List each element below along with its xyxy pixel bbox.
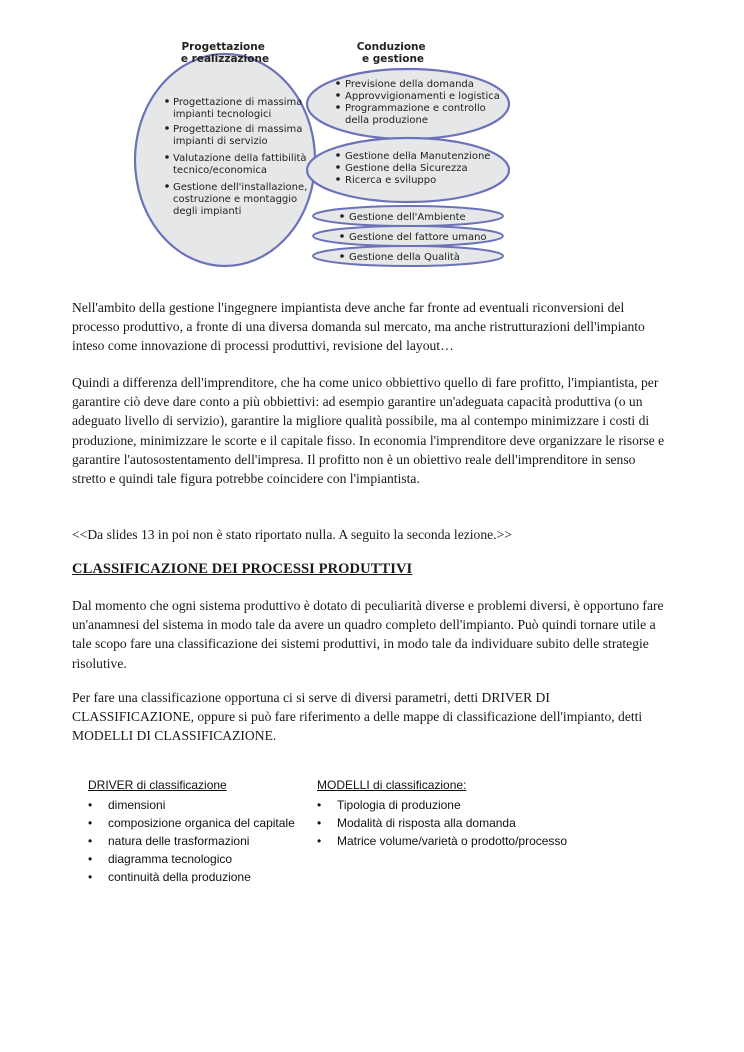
paragraph-gestione: Nell'ambito della gestione l'ingegnere impiantista deve anche far fronte ad eventuali riconversioni del processo produttivo, a fronte di una diversa domanda sul mercato, ma anche ristrutturazioni dell'impianto inteso come innovazione di processi produttivi, revisione del layout… [72, 300, 645, 354]
modelli-list [317, 777, 567, 850]
right-title [357, 41, 430, 65]
right-title-line-1: Conduzione [356, 41, 426, 53]
modelli-title-row [317, 777, 567, 793]
right-small-item: Gestione dell'Ambiente [349, 212, 466, 223]
left-item: Valutazione della fattibilità tecnico/economica [173, 153, 307, 176]
list-item: • Modalità di risposta alla domanda [317, 814, 567, 832]
left-item: Gestione dell'installazione, costruzione e montaggio degli impianti [173, 182, 308, 217]
section-heading: CLASSIFICAZIONE DEI PROCESSI PRODUTTIVI [72, 561, 413, 577]
left-item: Progettazione di massima impianti di servizio [173, 124, 303, 147]
paragraph-note: <<Da slides 13 in poi non è stato riportato nulla. A seguito la seconda lezione.>> [72, 527, 512, 542]
list-item: • diagramma tecnologico [88, 850, 295, 868]
list-item: • continuità della produzione [88, 868, 295, 886]
right-item: Approvvigionamenti e logistica [345, 91, 500, 102]
right-small-item: Gestione del fattore umano [349, 232, 487, 243]
left-title-line-2: e realizzazione [180, 53, 270, 65]
paragraph-classificazione: Per fare una classificazione opportuna ci si serve di diversi parametri, detti DRIVER DI CLASSIFICAZIONE, oppure si può fare riferimento a delle mappe di classificazione dell'impianto, detti MODELLI DI CLASSIFICAZIONE. [72, 690, 643, 744]
paragraph-imprenditore: Quindi a differenza dell'imprenditore, che ha come unico obbiettivo quello di fare profitto, l'impiantista, per garantire ciò deve dare conto a più obbiettivi: ad esempio garantire un'adeguata capacità produttiva (o un adeguato livello di servizio), garantire la migliore qualità possibile, ma al contempo minimizzare i costi di produzione, minimizzare le scorte e il capitale fisso. In economia l'imprenditore deve organizzare le risorse e garantire l'autosostentamento dell'impresa. Il profitto non è un obiettivo reale dell'imprenditore in senso stretto e quindi tale figura potrebbe coincidere con l'impiantista. [72, 375, 665, 487]
paragraph-sistema: Dal momento che ogni sistema produttivo è dotato di peculiarità diverse e problemi diversi, è opportuno fare un'anamnesi del sistema in modo tale da avere un quadro completo dell'impianto. Può quindi tornare utile a tale scopo fare una classificazione dei sistemi produttivi, in modo tale da individuare subito delle strategie risolutive. [72, 598, 664, 671]
left-title-line-1: Progettazione [181, 41, 265, 53]
list-item: • natura delle trasformazioni [88, 832, 295, 850]
list-item: • dimensioni [88, 796, 295, 814]
modelli-title-suffix: : [463, 778, 467, 792]
left-title [181, 41, 269, 65]
diagram [0, 0, 744, 280]
left-item: Progettazione di massima impianti tecnologici [173, 97, 303, 120]
drivers-list [88, 777, 295, 886]
right-item: Gestione della Sicurezza [345, 163, 468, 174]
right-small-item: Gestione della Qualità [349, 252, 460, 263]
right-item: Programmazione e controllo della produzione [345, 103, 486, 126]
right-item: Gestione della Manutenzione [345, 151, 491, 162]
list-item: • Matrice volume/varietà o prodotto/processo [317, 832, 567, 850]
modelli-title: MODELLI di classificazione [317, 778, 464, 792]
right-title-line-2: e gestione [361, 53, 425, 65]
list-item: • Tipologia di produzione [317, 796, 567, 814]
list-item: • composizione organica del capitale [88, 814, 295, 832]
drivers-title: DRIVER di classificazione [88, 778, 227, 792]
right-item: Previsione della domanda [345, 79, 474, 90]
right-item: Ricerca e sviluppo [345, 175, 437, 186]
